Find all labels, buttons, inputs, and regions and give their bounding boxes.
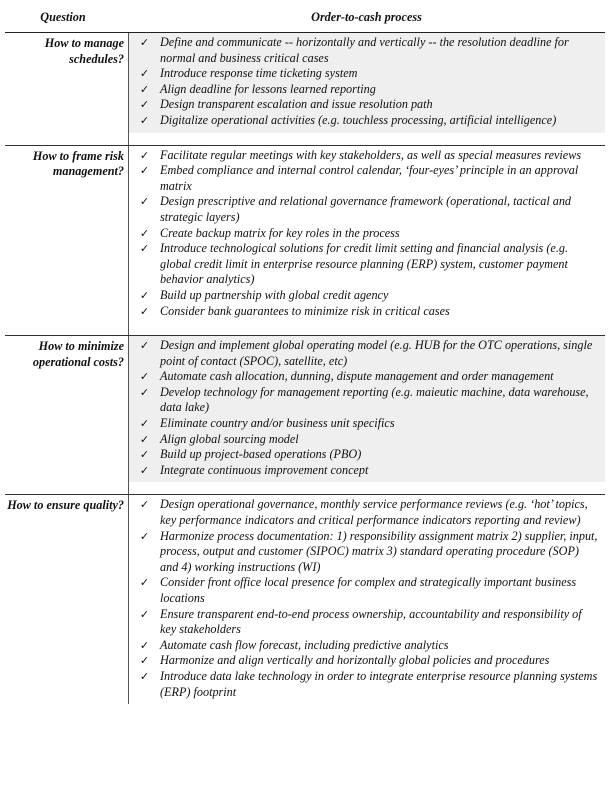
check-icon: ✓ xyxy=(139,82,150,96)
list-item: ✓ Introduce response time ticketing system xyxy=(133,66,599,82)
list-item: ✓ Align global sourcing model xyxy=(133,432,599,448)
check-icon: ✓ xyxy=(139,288,150,302)
header-process: Order-to-cash process xyxy=(311,10,422,25)
question-cell: How to frame risk management? xyxy=(32,148,124,179)
order-to-cash-table xyxy=(5,4,605,704)
list-item: ✓ Develop technology for management reporting (e.g. maieutic machine, data warehouse, data lake) xyxy=(133,385,599,416)
question-cell: How to minimize operational costs? xyxy=(32,339,124,369)
list-item: ✓ Harmonize and align vertically and horizontally global policies and procedures xyxy=(133,653,599,669)
check-icon: ✓ xyxy=(139,529,150,543)
check-icon: ✓ xyxy=(139,339,150,353)
question-cell: How to manage schedules? xyxy=(44,36,124,66)
list-item: ✓ Consider bank guarantees to minimize risk in critical cases xyxy=(133,304,599,320)
table-row-schedules xyxy=(5,33,605,133)
check-icon: ✓ xyxy=(139,226,150,240)
list-item: ✓ Harmonize process documentation: 1) responsibility assignment matrix 2) supplier, input, process, output and customer (SIPOC) matrix 3) standard operating procedure (SOP) and 4) working instructions (WI) xyxy=(133,529,599,576)
check-icon: ✓ xyxy=(139,242,150,256)
process-cell xyxy=(128,33,605,133)
list-item: ✓ Build up partnership with global credit agency xyxy=(133,288,599,304)
list-item: ✓ Introduce data lake technology in order to integrate enterprise resource planning systems (ERP) footprint xyxy=(133,669,599,700)
row-spacer xyxy=(128,133,605,145)
check-icon: ✓ xyxy=(139,638,150,652)
table-header xyxy=(5,4,605,33)
check-icon: ✓ xyxy=(139,607,150,621)
check-icon: ✓ xyxy=(139,36,150,49)
list-item: ✓ Consider front office local presence for complex and strategically important business locations xyxy=(133,575,599,606)
list-item: ✓ Automate cash flow forecast, including predictive analytics xyxy=(133,638,599,654)
check-icon: ✓ xyxy=(139,654,150,668)
check-icon: ✓ xyxy=(139,98,150,112)
check-icon: ✓ xyxy=(139,463,150,477)
check-icon: ✓ xyxy=(139,385,150,399)
check-icon: ✓ xyxy=(139,448,150,462)
list-item: ✓ Design prescriptive and relational governance framework (operational, tactical and strategic layers) xyxy=(133,194,599,225)
list-item: ✓ Create backup matrix for key roles in the process xyxy=(133,226,599,242)
list-item: ✓ Align deadline for lessons learned reporting xyxy=(133,82,599,98)
table-row-risk xyxy=(5,145,605,324)
process-cell xyxy=(128,336,605,482)
list-item: ✓ Automate cash allocation, dunning, dispute management and order management xyxy=(133,369,599,385)
check-icon: ✓ xyxy=(139,304,150,318)
table-row-costs xyxy=(5,335,605,482)
check-icon: ✓ xyxy=(139,67,150,81)
list-item: ✓ Eliminate country and/or business unit specifics xyxy=(133,416,599,432)
list-item: ✓ Ensure transparent end-to-end process ownership, accountability and responsibility of key stakeholders xyxy=(133,607,599,638)
list-item: ✓ Design operational governance, monthly service performance reviews (e.g. ‘hot’ topics, key performance indicators and critical performance indicators reporting and review) xyxy=(133,497,599,528)
process-cell xyxy=(128,495,605,704)
question-cell: How to ensure quality? xyxy=(7,498,124,513)
check-icon: ✓ xyxy=(139,669,150,683)
check-icon: ✓ xyxy=(139,148,150,162)
check-icon: ✓ xyxy=(139,164,150,178)
list-item: ✓ Define and communicate -- horizontally and vertically -- the resolution deadline for normal and business critical cases xyxy=(133,35,599,66)
row-spacer xyxy=(128,323,605,335)
list-item: ✓ Build up project-based operations (PBO) xyxy=(133,447,599,463)
check-icon: ✓ xyxy=(139,113,150,127)
check-icon: ✓ xyxy=(139,498,150,512)
list-item: ✓ Design and implement global operating model (e.g. HUB for the OTC operations, single point of contact (SPOC), satellite, etc) xyxy=(133,338,599,369)
check-icon: ✓ xyxy=(139,576,150,590)
list-item: ✓ Introduce technological solutions for credit limit setting and financial analysis (e.g. global credit limit in enterprise resource planning (ERP) system, customer payment behavior analytics) xyxy=(133,241,599,288)
process-cell xyxy=(128,146,605,324)
header-question: Question xyxy=(40,10,86,25)
check-icon: ✓ xyxy=(139,370,150,384)
check-icon: ✓ xyxy=(139,432,150,446)
list-item: ✓ Digitalize operational activities (e.g. touchless processing, artificial intelligence) xyxy=(133,113,599,129)
check-icon: ✓ xyxy=(139,195,150,209)
list-item: ✓ Integrate continuous improvement concept xyxy=(133,463,599,479)
list-item: ✓ Design transparent escalation and issue resolution path xyxy=(133,97,599,113)
check-icon: ✓ xyxy=(139,417,150,431)
list-item: ✓ Embed compliance and internal control calendar, ‘four-eyes’ principle in an approval matrix xyxy=(133,163,599,194)
table-row-quality xyxy=(5,494,605,704)
row-spacer xyxy=(128,482,605,494)
list-item: ✓ Facilitate regular meetings with key stakeholders, as well as special measures reviews xyxy=(133,148,599,164)
